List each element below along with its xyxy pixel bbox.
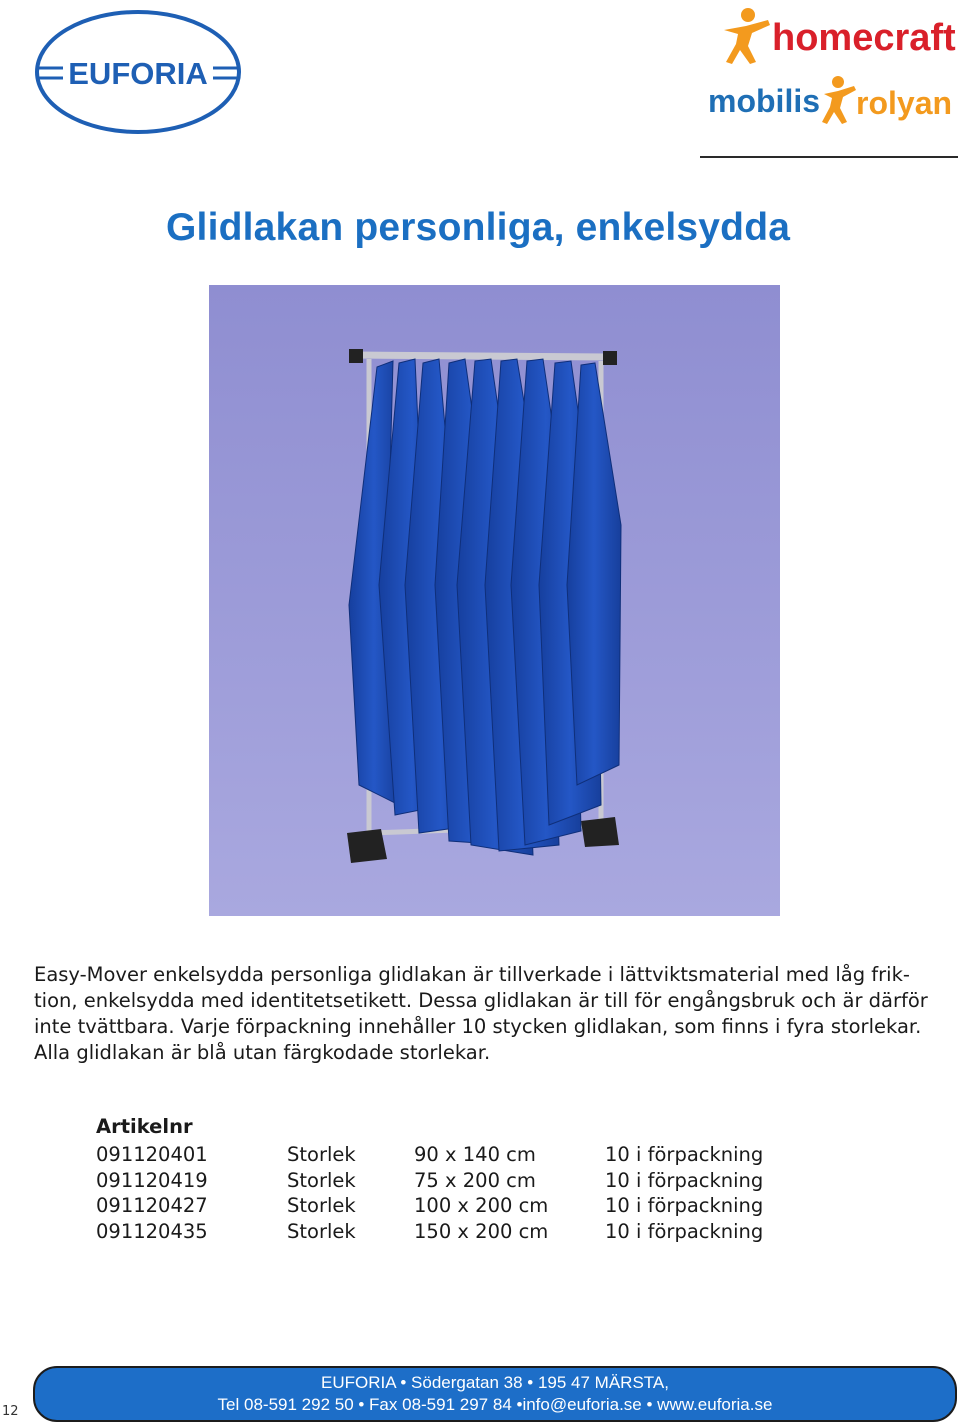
page-title: Glidlakan personliga, enkelsydda (166, 206, 791, 249)
pack-quantity: 10 i förpackning (605, 1168, 764, 1192)
table-row (96, 1219, 805, 1245)
description-line: inte tvättbara. Varje förpackning innehåller 10 stycken glidlakan, som finns i fyra storlekar. (34, 1015, 922, 1038)
euforia-logo-text: EUFORIA (68, 56, 208, 91)
table-row (96, 1142, 805, 1168)
size-label: Storlek (287, 1168, 356, 1192)
mobilis-logo-text: mobilis (708, 83, 821, 119)
footer-contact-bar (33, 1366, 957, 1422)
homecraft-logo-text: homecraft (772, 17, 956, 59)
header-divider (700, 156, 958, 158)
size-label: Storlek (287, 1219, 356, 1243)
rolyan-logo-text: rolyan (856, 85, 953, 121)
page-number: 12 (2, 1404, 19, 1419)
article-number: 091120435 (96, 1219, 208, 1243)
mobilis-rolyan-logo (706, 74, 960, 130)
article-number: 091120427 (96, 1194, 208, 1217)
table-row (96, 1168, 805, 1194)
pack-quantity: 10 i förpackning (605, 1143, 764, 1166)
size-value: 75 x 200 cm (414, 1168, 536, 1192)
description-line: tion, enkelsydda med identitetsetikett. Dessa glidlakan är till för engångsbruk och är därför (34, 989, 928, 1012)
description-line: Easy-Mover enkelsydda personliga glidlakan är tillverkade i lättviktsmaterial med låg frik- (34, 963, 910, 986)
product-description (34, 962, 934, 1066)
blue-sheets (349, 359, 621, 855)
article-table-header: Artikelnr (96, 1115, 193, 1138)
product-photo (209, 285, 780, 916)
article-number: 091120401 (96, 1143, 208, 1166)
homecraft-logo (710, 6, 960, 66)
size-value: 90 x 140 cm (414, 1143, 536, 1166)
article-number: 091120419 (96, 1168, 208, 1192)
pack-quantity: 10 i förpackning (605, 1194, 764, 1217)
footer-contact: Tel 08-591 292 50 • Fax 08-591 297 84 •info@euforia.se • www.euforia.se (217, 1395, 773, 1414)
table-row (96, 1193, 805, 1219)
article-table (96, 1112, 805, 1244)
pack-quantity: 10 i förpackning (605, 1219, 764, 1243)
description-line: Alla glidlakan är blå utan färgkodade storlekar. (34, 1041, 491, 1064)
mobilis-figure-icon (822, 76, 856, 124)
footer-address: EUFORIA • Södergatan 38 • 195 47 MÄRSTA, (321, 1373, 669, 1392)
size-label: Storlek (287, 1143, 356, 1166)
homecraft-figure-icon (724, 8, 770, 64)
size-value: 150 x 200 cm (414, 1219, 549, 1243)
size-value: 100 x 200 cm (414, 1194, 549, 1217)
size-label: Storlek (287, 1194, 356, 1217)
euforia-logo (33, 8, 243, 136)
